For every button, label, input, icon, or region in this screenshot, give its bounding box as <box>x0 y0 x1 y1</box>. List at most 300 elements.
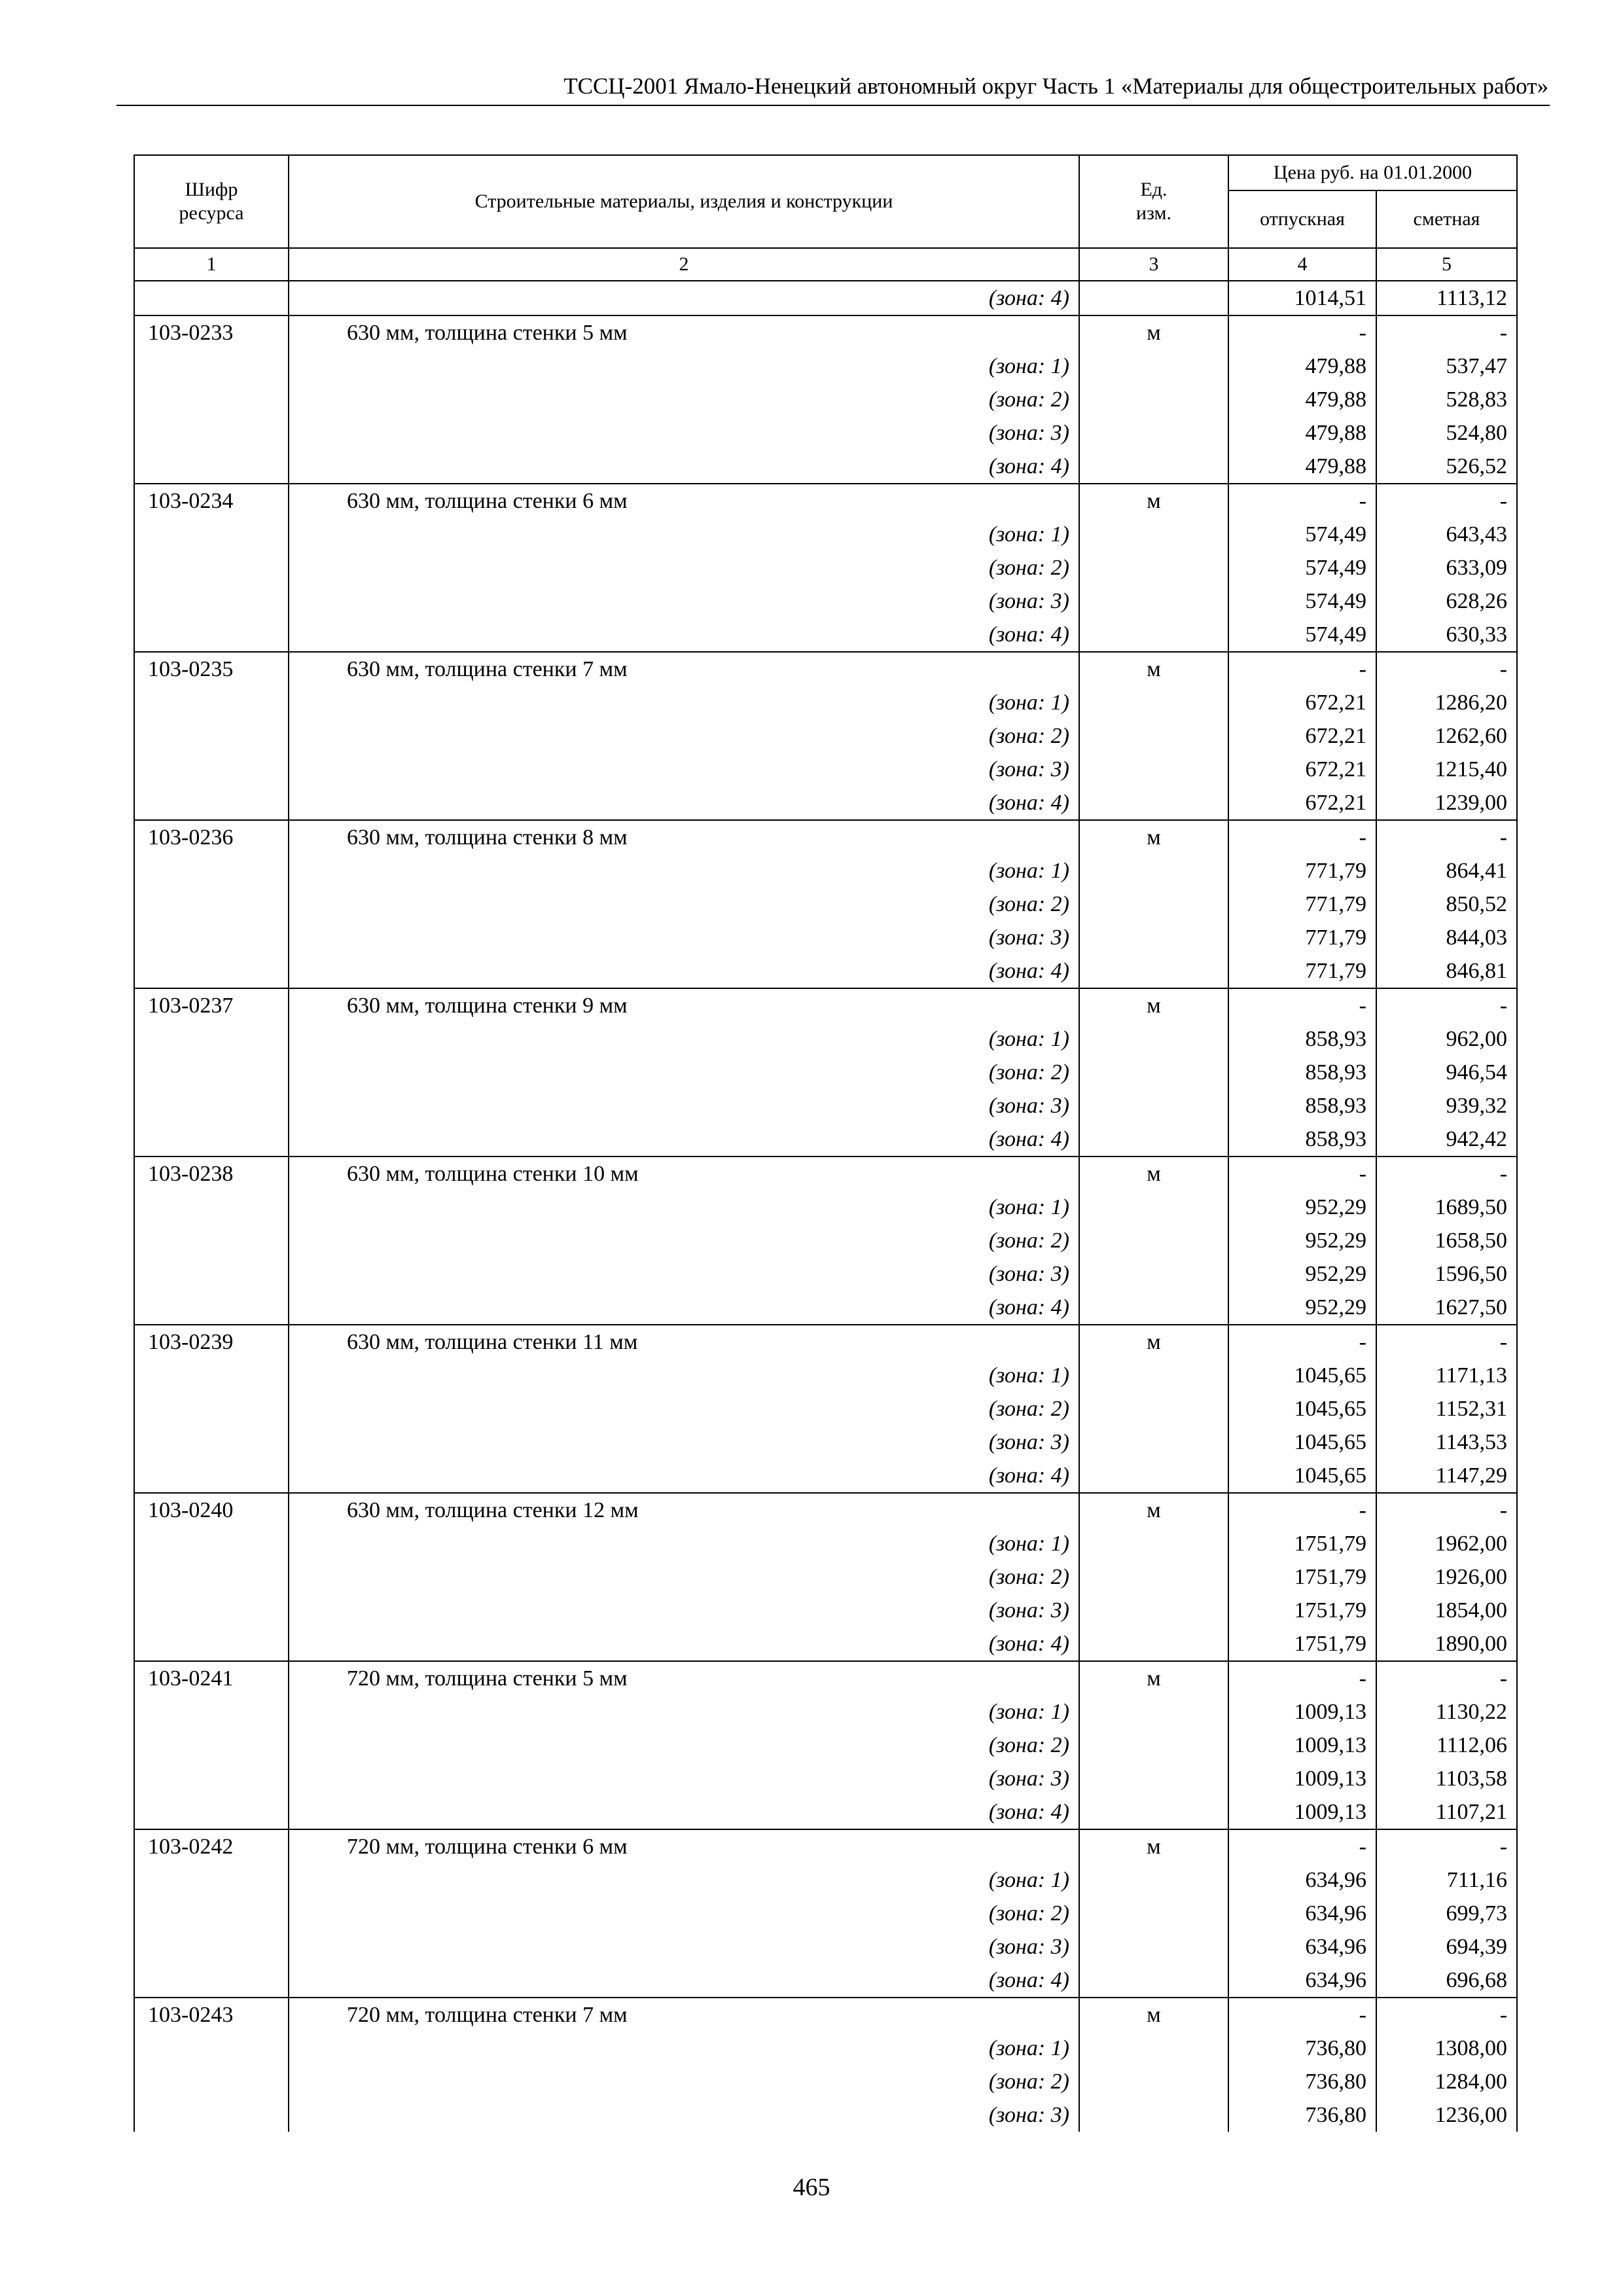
estimate-price: 1284,00 <box>1376 2065 1517 2098</box>
material-cell <box>289 1224 1079 1257</box>
table-row <box>134 1493 1517 1527</box>
table-row <box>134 1527 1517 1560</box>
material-cell <box>289 1157 1079 1191</box>
estimate-price: 537,47 <box>1376 350 1517 383</box>
zone-label: (зона: 3) <box>988 1598 1069 1623</box>
resource-code <box>134 584 289 618</box>
material-name: 630 мм, толщина стенки 7 мм <box>347 657 628 681</box>
unit-cell <box>1079 1022 1228 1056</box>
estimate-price: 846,81 <box>1376 954 1517 988</box>
table-row <box>134 1863 1517 1897</box>
release-price: 634,96 <box>1228 1897 1376 1930</box>
resource-code <box>134 954 289 988</box>
resource-code <box>134 551 289 584</box>
table-row <box>134 1695 1517 1729</box>
estimate-price: 526,52 <box>1376 450 1517 484</box>
release-price: 574,49 <box>1228 584 1376 618</box>
table-row <box>134 1897 1517 1930</box>
material-cell <box>289 719 1079 753</box>
material-cell <box>289 652 1079 686</box>
unit-cell: м <box>1079 1493 1228 1527</box>
estimate-price: 1143,53 <box>1376 1426 1517 1459</box>
column-number-row <box>134 248 1517 281</box>
zone-label: (зона: 2) <box>988 1397 1069 1421</box>
estimate-price: 1286,20 <box>1376 686 1517 719</box>
resource-code <box>134 1257 289 1291</box>
estimate-price: 1113,12 <box>1376 281 1517 315</box>
unit-cell <box>1079 1964 1228 1998</box>
release-price: 736,80 <box>1228 2032 1376 2065</box>
zone-label: (зона: 1) <box>988 1363 1069 1388</box>
table-row <box>134 1795 1517 1829</box>
material-cell <box>289 315 1079 350</box>
resource-code <box>134 786 289 820</box>
table-row <box>134 1829 1517 1863</box>
material-cell <box>289 450 1079 484</box>
table-row <box>134 518 1517 551</box>
table-row <box>134 450 1517 484</box>
unit-cell: м <box>1079 1325 1228 1359</box>
resource-code: 103-0242 <box>134 1829 289 1863</box>
resource-code: 103-0238 <box>134 1157 289 1191</box>
resource-code <box>134 753 289 786</box>
table-row <box>134 281 1517 315</box>
material-cell <box>289 281 1079 315</box>
estimate-price: 939,32 <box>1376 1089 1517 1122</box>
unit-cell <box>1079 1122 1228 1157</box>
header-unit-label: Ед. изм. <box>1136 179 1171 224</box>
material-cell <box>289 1089 1079 1122</box>
material-cell <box>289 1930 1079 1964</box>
estimate-price: 1107,21 <box>1376 1795 1517 1829</box>
resource-code: 103-0236 <box>134 820 289 854</box>
table-row <box>134 1627 1517 1661</box>
unit-cell <box>1079 281 1228 315</box>
material-cell <box>289 618 1079 652</box>
zone-label: (зона: 1) <box>988 691 1069 715</box>
table-row <box>134 921 1517 954</box>
material-cell <box>289 1594 1079 1627</box>
resource-code <box>134 618 289 652</box>
material-cell <box>289 1661 1079 1695</box>
material-cell <box>289 888 1079 921</box>
unit-cell <box>1079 1224 1228 1257</box>
release-price: - <box>1228 988 1376 1022</box>
material-cell <box>289 786 1079 820</box>
release-price: 672,21 <box>1228 753 1376 786</box>
unit-cell <box>1079 1257 1228 1291</box>
resource-code <box>134 1594 289 1627</box>
material-cell <box>289 383 1079 416</box>
table-row <box>134 315 1517 350</box>
release-price: 1009,13 <box>1228 1762 1376 1795</box>
material-cell <box>289 1762 1079 1795</box>
material-name: 630 мм, толщина стенки 5 мм <box>347 321 628 345</box>
estimate-price: 1962,00 <box>1376 1527 1517 1560</box>
estimate-price: 946,54 <box>1376 1056 1517 1089</box>
zone-label: (зона: 4) <box>988 1295 1069 1319</box>
estimate-price: 1308,00 <box>1376 2032 1517 2065</box>
material-cell <box>289 1291 1079 1325</box>
table-row <box>134 2098 1517 2132</box>
resource-code <box>134 1930 289 1964</box>
zone-label: (зона: 3) <box>988 1767 1069 1791</box>
unit-cell: м <box>1079 484 1228 518</box>
unit-cell: м <box>1079 1829 1228 1863</box>
table-row <box>134 1964 1517 1998</box>
resource-code <box>134 888 289 921</box>
zone-label: (зона: 2) <box>988 724 1069 748</box>
table-row <box>134 1122 1517 1157</box>
unit-cell <box>1079 719 1228 753</box>
table-row <box>134 1392 1517 1426</box>
header-estimate-price: сметная <box>1376 190 1517 248</box>
release-price: - <box>1228 652 1376 686</box>
estimate-price: 694,39 <box>1376 1930 1517 1964</box>
material-cell <box>289 854 1079 888</box>
unit-cell <box>1079 1594 1228 1627</box>
release-price: 952,29 <box>1228 1291 1376 1325</box>
material-cell <box>289 988 1079 1022</box>
zone-label: (зона: 3) <box>988 589 1069 613</box>
estimate-price: 524,80 <box>1376 416 1517 450</box>
resource-code <box>134 2065 289 2098</box>
estimate-price: - <box>1376 1325 1517 1359</box>
zone-label: (зона: 2) <box>988 1565 1069 1589</box>
release-price: 952,29 <box>1228 1224 1376 1257</box>
zone-label: (зона: 3) <box>988 1094 1069 1118</box>
estimate-price: 1262,60 <box>1376 719 1517 753</box>
resource-code <box>134 921 289 954</box>
release-price: - <box>1228 1998 1376 2032</box>
estimate-price: 1152,31 <box>1376 1392 1517 1426</box>
resource-code <box>134 1795 289 1829</box>
zone-label: (зона: 4) <box>988 454 1069 478</box>
material-name: 720 мм, толщина стенки 7 мм <box>347 2003 628 2027</box>
table-row <box>134 1089 1517 1122</box>
resource-code <box>134 1762 289 1795</box>
resource-code <box>134 1291 289 1325</box>
resource-code: 103-0240 <box>134 1493 289 1527</box>
release-price: 771,79 <box>1228 888 1376 921</box>
resource-code <box>134 1627 289 1661</box>
unit-cell <box>1079 2098 1228 2132</box>
page-number: 465 <box>793 2174 830 2201</box>
header-code-label: Шифр ресурса <box>179 179 244 224</box>
resource-code <box>134 518 289 551</box>
material-cell <box>289 551 1079 584</box>
zone-label: (зона: 1) <box>988 1700 1069 1724</box>
resource-code <box>134 1392 289 1426</box>
material-cell <box>289 820 1079 854</box>
material-cell <box>289 1897 1079 1930</box>
zone-label: (зона: 1) <box>988 522 1069 547</box>
resource-code <box>134 2032 289 2065</box>
estimate-price: 643,43 <box>1376 518 1517 551</box>
resource-code <box>134 1022 289 1056</box>
material-cell <box>289 1257 1079 1291</box>
table-row <box>134 1291 1517 1325</box>
table-row <box>134 1729 1517 1762</box>
material-cell <box>289 2065 1079 2098</box>
table-row <box>134 618 1517 652</box>
estimate-price: - <box>1376 484 1517 518</box>
table-row <box>134 1022 1517 1056</box>
estimate-price: - <box>1376 1661 1517 1695</box>
table-row <box>134 2032 1517 2065</box>
zone-label: (зона: 4) <box>988 622 1069 647</box>
estimate-price: 1890,00 <box>1376 1627 1517 1661</box>
material-cell <box>289 518 1079 551</box>
unit-cell: м <box>1079 1661 1228 1695</box>
zone-label: (зона: 4) <box>988 1968 1069 1992</box>
material-cell <box>289 1795 1079 1829</box>
table-row <box>134 988 1517 1022</box>
unit-cell <box>1079 686 1228 719</box>
release-price: - <box>1228 1661 1376 1695</box>
estimate-price: 1147,29 <box>1376 1459 1517 1493</box>
estimate-price: 1627,50 <box>1376 1291 1517 1325</box>
material-cell <box>289 1863 1079 1897</box>
estimate-price: - <box>1376 1493 1517 1527</box>
material-name: 630 мм, толщина стенки 6 мм <box>347 489 628 513</box>
release-price: - <box>1228 1157 1376 1191</box>
estimate-price: 528,83 <box>1376 383 1517 416</box>
estimate-price: 1658,50 <box>1376 1224 1517 1257</box>
release-price: 634,96 <box>1228 1930 1376 1964</box>
zone-label: (зона: 3) <box>988 1262 1069 1286</box>
column-number: 3 <box>1079 248 1228 281</box>
resource-code: 103-0243 <box>134 1998 289 2032</box>
estimate-price: 630,33 <box>1376 618 1517 652</box>
unit-cell: м <box>1079 315 1228 350</box>
resource-code <box>134 686 289 719</box>
material-cell <box>289 1392 1079 1426</box>
unit-cell <box>1079 1560 1228 1594</box>
material-cell <box>289 416 1079 450</box>
resource-code <box>134 1459 289 1493</box>
resource-code: 103-0241 <box>134 1661 289 1695</box>
estimate-price: 699,73 <box>1376 1897 1517 1930</box>
release-price: 1009,13 <box>1228 1795 1376 1829</box>
material-cell <box>289 1056 1079 1089</box>
resource-code <box>134 1224 289 1257</box>
resource-code <box>134 1527 289 1560</box>
material-cell <box>289 753 1079 786</box>
material-cell <box>289 1191 1079 1224</box>
release-price: 1009,13 <box>1228 1729 1376 1762</box>
resource-code <box>134 719 289 753</box>
zone-label: (зона: 3) <box>988 1430 1069 1454</box>
unit-cell: м <box>1079 820 1228 854</box>
release-price: 672,21 <box>1228 686 1376 719</box>
resource-code <box>134 281 289 315</box>
zone-label: (зона: 1) <box>988 859 1069 883</box>
estimate-price: 1926,00 <box>1376 1560 1517 1594</box>
resource-code <box>134 383 289 416</box>
unit-cell <box>1079 584 1228 618</box>
release-price: - <box>1228 1829 1376 1863</box>
table-row <box>134 416 1517 450</box>
zone-label: (зона: 3) <box>988 925 1069 950</box>
unit-cell <box>1079 854 1228 888</box>
release-price: 1751,79 <box>1228 1594 1376 1627</box>
material-cell <box>289 1122 1079 1157</box>
unit-cell <box>1079 618 1228 652</box>
resource-code <box>134 1695 289 1729</box>
zone-label: (зона: 1) <box>988 1027 1069 1051</box>
unit-cell <box>1079 1527 1228 1560</box>
unit-cell <box>1079 1191 1228 1224</box>
material-cell <box>289 1729 1079 1762</box>
material-cell <box>289 1627 1079 1661</box>
table-row <box>134 1930 1517 1964</box>
resource-code: 103-0239 <box>134 1325 289 1359</box>
release-price: 1014,51 <box>1228 281 1376 315</box>
unit-cell <box>1079 1426 1228 1459</box>
release-price: - <box>1228 484 1376 518</box>
zone-label: (зона: 2) <box>988 387 1069 412</box>
table-row <box>134 1998 1517 2032</box>
resource-code <box>134 1359 289 1392</box>
header-name: Строительные материалы, изделия и конструкции <box>289 155 1079 248</box>
estimate-price: - <box>1376 315 1517 350</box>
unit-cell <box>1079 786 1228 820</box>
resource-code <box>134 2098 289 2132</box>
zone-label: (зона: 4) <box>988 959 1069 983</box>
estimate-price: 850,52 <box>1376 888 1517 921</box>
table-row <box>134 1560 1517 1594</box>
release-price: 479,88 <box>1228 416 1376 450</box>
resource-code <box>134 1729 289 1762</box>
table-row <box>134 1594 1517 1627</box>
unit-cell <box>1079 954 1228 988</box>
release-price: 736,80 <box>1228 2065 1376 2098</box>
table-row <box>134 1459 1517 1493</box>
zone-label: (зона: 3) <box>988 757 1069 781</box>
release-price: 574,49 <box>1228 518 1376 551</box>
unit-cell <box>1079 1089 1228 1122</box>
zone-label: (зона: 4) <box>988 1127 1069 1151</box>
estimate-price: - <box>1376 1829 1517 1863</box>
release-price: 1751,79 <box>1228 1627 1376 1661</box>
table-row <box>134 786 1517 820</box>
release-price: 1045,65 <box>1228 1359 1376 1392</box>
zone-label: (зона: 1) <box>988 1868 1069 1892</box>
unit-cell <box>1079 1729 1228 1762</box>
resource-code: 103-0234 <box>134 484 289 518</box>
release-price: - <box>1228 315 1376 350</box>
estimate-price: - <box>1376 988 1517 1022</box>
material-cell <box>289 1964 1079 1998</box>
estimate-price: 962,00 <box>1376 1022 1517 1056</box>
resource-code <box>134 1089 289 1122</box>
resource-code <box>134 1426 289 1459</box>
zone-label: (зона: 2) <box>988 1901 1069 1926</box>
material-cell <box>289 1325 1079 1359</box>
zone-label: (зона: 4) <box>988 1463 1069 1488</box>
unit-cell <box>1079 1359 1228 1392</box>
unit-cell <box>1079 1795 1228 1829</box>
unit-cell: м <box>1079 1998 1228 2032</box>
release-price: 479,88 <box>1228 383 1376 416</box>
resource-code <box>134 1191 289 1224</box>
table-row <box>134 652 1517 686</box>
resource-code <box>134 1964 289 1998</box>
zone-label: (зона: 2) <box>988 892 1069 916</box>
estimate-price: 1236,00 <box>1376 2098 1517 2132</box>
resource-code <box>134 1863 289 1897</box>
resource-code <box>134 1122 289 1157</box>
resource-code <box>134 1897 289 1930</box>
table-row <box>134 1224 1517 1257</box>
release-price: - <box>1228 1493 1376 1527</box>
unit-cell <box>1079 2065 1228 2098</box>
table-body <box>134 281 1517 2132</box>
release-price: 858,93 <box>1228 1089 1376 1122</box>
zone-label: (зона: 4) <box>988 1800 1069 1824</box>
unit-cell <box>1079 1627 1228 1661</box>
release-price: 1751,79 <box>1228 1527 1376 1560</box>
unit-cell <box>1079 753 1228 786</box>
table-row <box>134 686 1517 719</box>
unit-cell: м <box>1079 652 1228 686</box>
release-price: 1009,13 <box>1228 1695 1376 1729</box>
table-row <box>134 1056 1517 1089</box>
resource-code: 103-0237 <box>134 988 289 1022</box>
table-row <box>134 1359 1517 1392</box>
resource-code <box>134 416 289 450</box>
zone-label: (зона: 2) <box>988 1733 1069 1757</box>
material-name: 630 мм, толщина стенки 10 мм <box>347 1162 639 1186</box>
table-row <box>134 1762 1517 1795</box>
unit-cell <box>1079 350 1228 383</box>
unit-cell <box>1079 1930 1228 1964</box>
estimate-price: 711,16 <box>1376 1863 1517 1897</box>
header-code <box>134 155 289 248</box>
zone-label: (зона: 1) <box>988 1532 1069 1556</box>
material-cell <box>289 584 1079 618</box>
zone-label: (зона: 4) <box>988 791 1069 815</box>
table-row <box>134 2065 1517 2098</box>
release-price: 771,79 <box>1228 854 1376 888</box>
estimate-price: 1689,50 <box>1376 1191 1517 1224</box>
estimate-price: 1171,13 <box>1376 1359 1517 1392</box>
unit-cell <box>1079 1762 1228 1795</box>
release-price: 1045,65 <box>1228 1459 1376 1493</box>
material-cell <box>289 1493 1079 1527</box>
estimate-price: - <box>1376 1157 1517 1191</box>
release-price: 771,79 <box>1228 954 1376 988</box>
table-row <box>134 584 1517 618</box>
table-row <box>134 1325 1517 1359</box>
unit-cell <box>1079 1863 1228 1897</box>
unit-cell: м <box>1079 988 1228 1022</box>
column-number: 1 <box>134 248 289 281</box>
table-row <box>134 954 1517 988</box>
release-price: - <box>1228 820 1376 854</box>
material-cell <box>289 2098 1079 2132</box>
material-name: 630 мм, толщина стенки 8 мм <box>347 825 628 850</box>
material-cell <box>289 1359 1079 1392</box>
resource-code: 103-0235 <box>134 652 289 686</box>
estimate-price: - <box>1376 1998 1517 2032</box>
zone-label: (зона: 4) <box>988 286 1069 310</box>
release-price: 858,93 <box>1228 1122 1376 1157</box>
estimate-price: 864,41 <box>1376 854 1517 888</box>
release-price: 574,49 <box>1228 618 1376 652</box>
table-row <box>134 888 1517 921</box>
